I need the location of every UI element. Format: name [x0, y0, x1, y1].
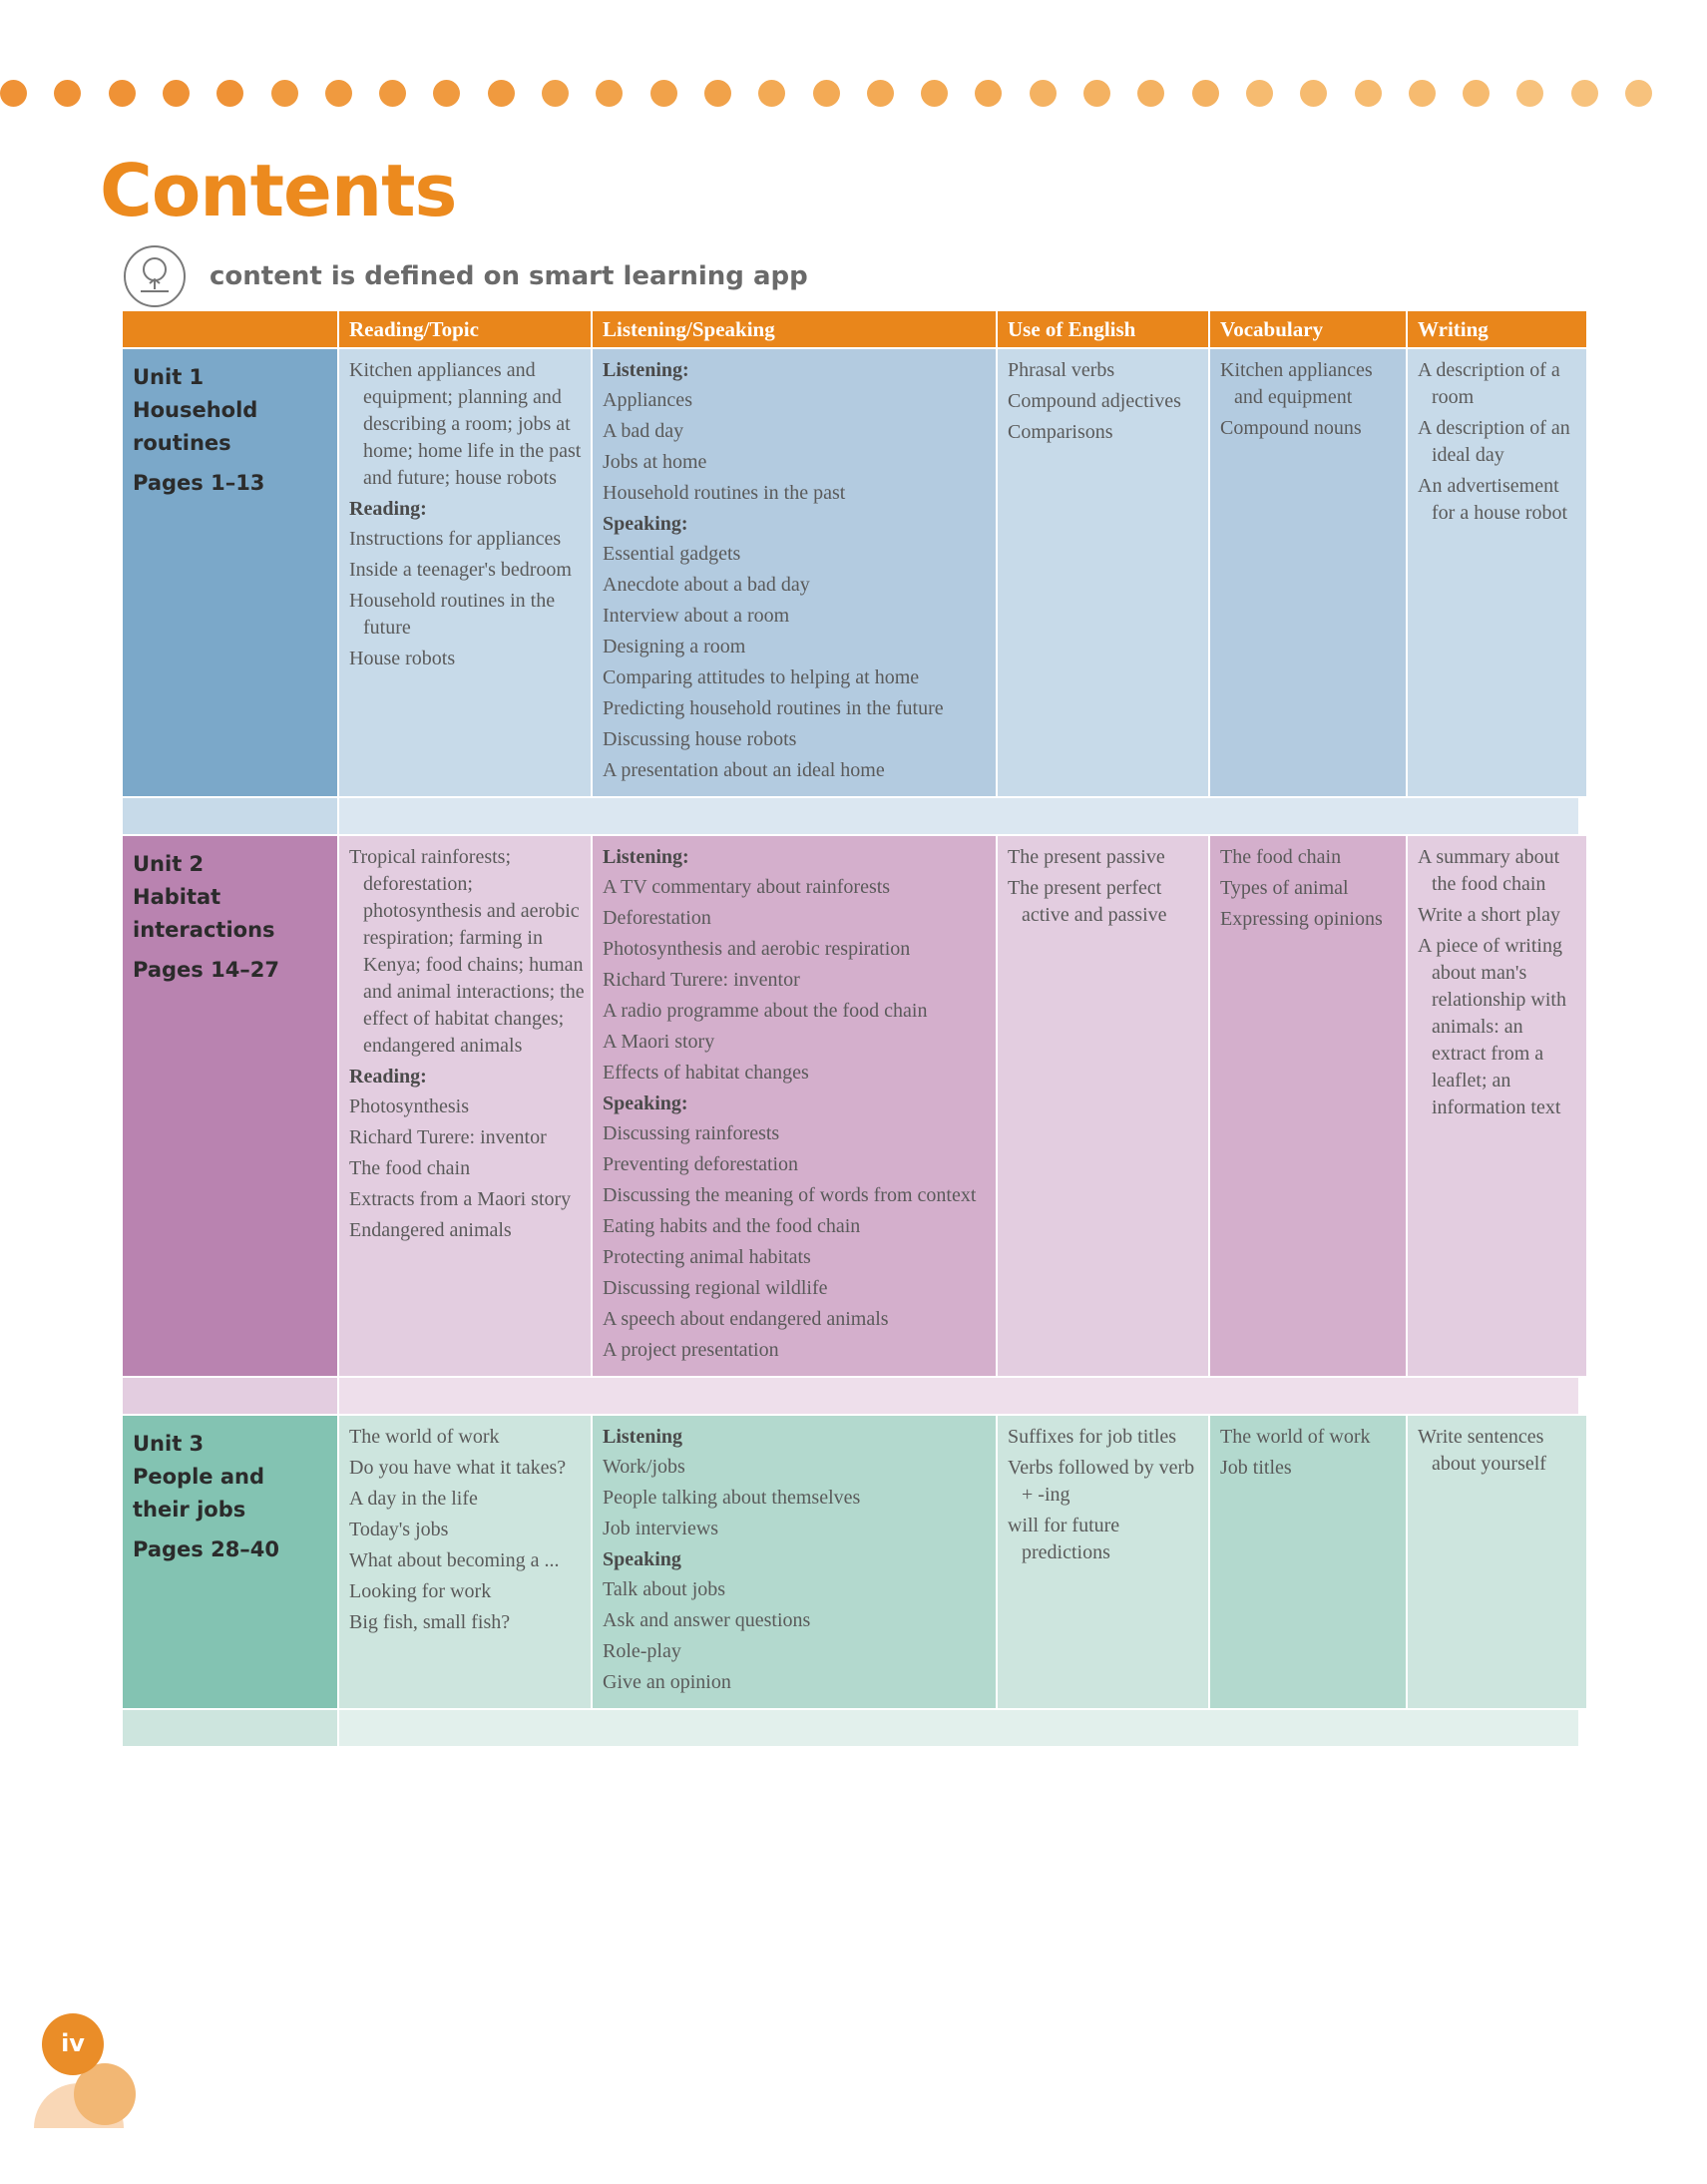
decorative-dot [975, 80, 1002, 107]
decorative-dot [867, 80, 894, 107]
listening-item: A Maori story [603, 1031, 715, 1053]
decorative-dot [650, 80, 677, 107]
topic-text: Tropical rainforests; deforestation; photosynthesis and aerobic respiration; farming in Kenya; food chains; human and animal interactions; the effect of habitat changes; endangered animals [349, 846, 585, 1057]
unit-spacer-row [123, 798, 1576, 834]
decorative-dot [1246, 80, 1273, 107]
header-writing: Writing [1408, 311, 1586, 347]
vocabulary-item: Expressing opinions [1220, 908, 1383, 930]
listening-label: Listening: [603, 359, 689, 381]
reading-item: A day in the life [349, 1488, 478, 1510]
listening-item: A TV commentary about rainforests [603, 876, 891, 898]
spacer-cell [123, 1378, 337, 1414]
decorative-dot [0, 80, 27, 107]
speaking-item: Eating habits and the food chain [603, 1215, 861, 1237]
spacer-cell [123, 798, 337, 834]
reading-label: Reading: [349, 498, 427, 520]
listening-item: Effects of habitat changes [603, 1062, 809, 1084]
unit-title-cell [123, 836, 337, 1376]
vocabulary-item: The food chain [1220, 846, 1342, 868]
reading-item: The world of work [349, 1426, 500, 1448]
speaking-item: Role-play [603, 1640, 681, 1662]
speaking-item: Talk about jobs [603, 1578, 726, 1600]
decorative-dot [379, 80, 406, 107]
decorative-dot [921, 80, 948, 107]
header-listening-speaking: Listening/Speaking [593, 311, 996, 347]
decorative-dot [1409, 80, 1436, 107]
spacer-cell [339, 1378, 1578, 1414]
reading-item: House robots [349, 648, 456, 669]
unit-row [123, 1416, 1576, 1708]
writing-item: An advertisement for a house robot [1418, 475, 1568, 524]
reading-label: Reading: [349, 1066, 427, 1088]
unit-name-line: People and [133, 1465, 264, 1489]
listening-item: Richard Turere: inventor [603, 969, 800, 991]
vocabulary-item: Types of animal [1220, 877, 1349, 899]
listening-item: Household routines in the past [603, 482, 846, 504]
decorative-dot [163, 80, 190, 107]
decorative-dot [1030, 80, 1057, 107]
use-of-english-item: will for future predictions [1008, 1515, 1120, 1563]
speaking-label: Speaking: [603, 513, 688, 535]
decorative-dot [542, 80, 569, 107]
reading-topic-cell [339, 836, 591, 1376]
vocabulary-cell [1210, 349, 1406, 796]
speaking-item: Give an opinion [603, 1671, 731, 1693]
listening-item: Job interviews [603, 1518, 719, 1539]
vocabulary-cell [1210, 1416, 1406, 1708]
reading-item: Instructions for appliances [349, 528, 562, 550]
decorative-dot [109, 80, 136, 107]
speaking-item: Discussing the meaning of words from context [603, 1184, 977, 1206]
use-of-english-item: The present perfect active and passive [1008, 877, 1167, 926]
speaking-item: Essential gadgets [603, 543, 741, 565]
speaking-item: Protecting animal habitats [603, 1246, 811, 1268]
listening-label: Listening: [603, 846, 689, 868]
reading-item: Household routines in the future [349, 590, 556, 639]
app-note [124, 245, 808, 307]
unit-pages: Pages 1–13 [133, 471, 265, 495]
unit-spacer-row [123, 1378, 1576, 1414]
listening-speaking-cell [593, 349, 996, 796]
vocabulary-item: Job titles [1220, 1457, 1292, 1479]
decorative-dot [433, 80, 460, 107]
reading-topic-cell [339, 349, 591, 796]
decorative-dot [488, 80, 515, 107]
speaking-item: Preventing deforestation [603, 1153, 799, 1175]
unit-pages: Pages 28–40 [133, 1537, 280, 1561]
decorative-dot [325, 80, 352, 107]
speaking-item: Comparing attitudes to helping at home [603, 666, 920, 688]
header-unit [123, 311, 337, 347]
unit-name-line: routines [133, 431, 231, 455]
listening-item: A radio programme about the food chain [603, 1000, 928, 1022]
spacer-cell [339, 798, 1578, 834]
reading-item: Extracts from a Maori story [349, 1188, 572, 1210]
unit-number: Unit 3 [133, 1432, 205, 1456]
vocabulary-item: The world of work [1220, 1426, 1371, 1448]
listening-item: Appliances [603, 389, 692, 411]
speaking-item: Interview about a room [603, 605, 790, 627]
use-of-english-item: Phrasal verbs [1008, 359, 1115, 381]
spacer-cell [123, 1710, 337, 1746]
vocabulary-item: Compound nouns [1220, 417, 1362, 439]
use-of-english-cell [998, 349, 1208, 796]
reading-item: Do you have what it takes? [349, 1457, 567, 1479]
unit-number: Unit 2 [133, 852, 205, 876]
decorative-dot [704, 80, 731, 107]
speaking-item: Predicting household routines in the future [603, 697, 944, 719]
speaking-item: Discussing regional wildlife [603, 1277, 828, 1299]
use-of-english-item: Verbs followed by verb + -ing [1008, 1457, 1195, 1506]
unit-name-line: Household [133, 398, 258, 422]
reading-topic-cell [339, 1416, 591, 1708]
reading-item: Endangered animals [349, 1219, 512, 1241]
decorative-dot [1083, 80, 1110, 107]
reading-item: Today's jobs [349, 1519, 449, 1540]
decorative-dot [1625, 80, 1652, 107]
decorative-dot [1137, 80, 1164, 107]
reading-item: What about becoming a ... [349, 1549, 560, 1571]
page-number: iv [42, 2013, 104, 2075]
writing-cell [1408, 349, 1586, 796]
use-of-english-item: The present passive [1008, 846, 1165, 868]
decorative-dot [596, 80, 623, 107]
vocabulary-cell [1210, 836, 1406, 1376]
listening-item: Work/jobs [603, 1456, 685, 1478]
unit-title-cell [123, 1416, 337, 1708]
speaking-item: Discussing rainforests [603, 1122, 780, 1144]
tree-icon [124, 245, 186, 307]
writing-item: A piece of writing about man's relationship with animals: an extract from a leaflet; an information text [1418, 935, 1566, 1118]
listening-item: Jobs at home [603, 451, 707, 473]
writing-cell [1408, 1416, 1586, 1708]
page-title: Contents [100, 149, 457, 232]
listening-item: Photosynthesis and aerobic respiration [603, 938, 911, 960]
unit-name-line: their jobs [133, 1498, 246, 1522]
decorative-dot [1192, 80, 1219, 107]
topic-text: Kitchen appliances and equipment; planning and describing a room; jobs at home; home life in the past and future; house robots [349, 359, 582, 489]
reading-item: The food chain [349, 1157, 471, 1179]
unit-name-line: Habitat [133, 885, 221, 909]
speaking-item: Designing a room [603, 636, 746, 657]
speaking-item: Discussing house robots [603, 728, 797, 750]
decorative-dot [1463, 80, 1490, 107]
listening-speaking-cell [593, 836, 996, 1376]
listening-label: Listening [603, 1426, 683, 1448]
reading-item: Inside a teenager's bedroom [349, 559, 572, 581]
speaking-item: Anecdote about a bad day [603, 574, 810, 596]
unit-row [123, 349, 1576, 796]
speaking-item: A project presentation [603, 1339, 779, 1361]
use-of-english-item: Suffixes for job titles [1008, 1426, 1177, 1448]
decorative-dot-row [0, 78, 1707, 108]
listening-item: A bad day [603, 420, 684, 442]
speaking-label: Speaking: [603, 1092, 688, 1114]
vocabulary-item: Kitchen appliances and equipment [1220, 359, 1373, 408]
decorative-dot [54, 80, 81, 107]
spacer-cell [339, 1710, 1578, 1746]
decorative-dot [813, 80, 840, 107]
reading-item: Big fish, small fish? [349, 1611, 511, 1633]
speaking-label: Speaking [603, 1548, 681, 1570]
speaking-item: Ask and answer questions [603, 1609, 811, 1631]
writing-item: A description of a room [1418, 359, 1560, 408]
speaking-item: A speech about endangered animals [603, 1308, 889, 1330]
unit-title-cell [123, 349, 337, 796]
use-of-english-cell [998, 1416, 1208, 1708]
decorative-dot [758, 80, 785, 107]
reading-item: Photosynthesis [349, 1095, 470, 1117]
listening-speaking-cell [593, 1416, 996, 1708]
header-use-of-english: Use of English [998, 311, 1208, 347]
writing-item: Write sentences about yourself [1418, 1426, 1546, 1475]
decorative-dot [1571, 80, 1598, 107]
decorative-dot [1516, 80, 1543, 107]
use-of-english-item: Comparisons [1008, 421, 1113, 443]
writing-cell [1408, 836, 1586, 1376]
header-vocabulary: Vocabulary [1210, 311, 1406, 347]
decorative-dot [1355, 80, 1382, 107]
reading-item: Richard Turere: inventor [349, 1126, 547, 1148]
writing-item: A summary about the food chain [1418, 846, 1560, 895]
header-reading-topic: Reading/Topic [339, 311, 591, 347]
writing-item: Write a short play [1418, 904, 1561, 926]
app-note-text: content is defined on smart learning app [210, 261, 808, 291]
listening-item: People talking about themselves [603, 1487, 861, 1509]
reading-item: Looking for work [349, 1580, 492, 1602]
unit-row [123, 836, 1576, 1376]
decorative-dot [1300, 80, 1327, 107]
speaking-item: A presentation about an ideal home [603, 759, 885, 781]
unit-name-line: interactions [133, 918, 275, 942]
contents-table [123, 311, 1576, 1746]
writing-item: A description of an ideal day [1418, 417, 1570, 466]
unit-pages: Pages 14–27 [133, 958, 280, 982]
unit-spacer-row [123, 1710, 1576, 1746]
use-of-english-cell [998, 836, 1208, 1376]
table-header-row [123, 311, 1576, 347]
use-of-english-item: Compound adjectives [1008, 390, 1181, 412]
unit-number: Unit 1 [133, 365, 205, 389]
decorative-dot [216, 80, 243, 107]
decorative-dot [271, 80, 298, 107]
listening-item: Deforestation [603, 907, 711, 929]
